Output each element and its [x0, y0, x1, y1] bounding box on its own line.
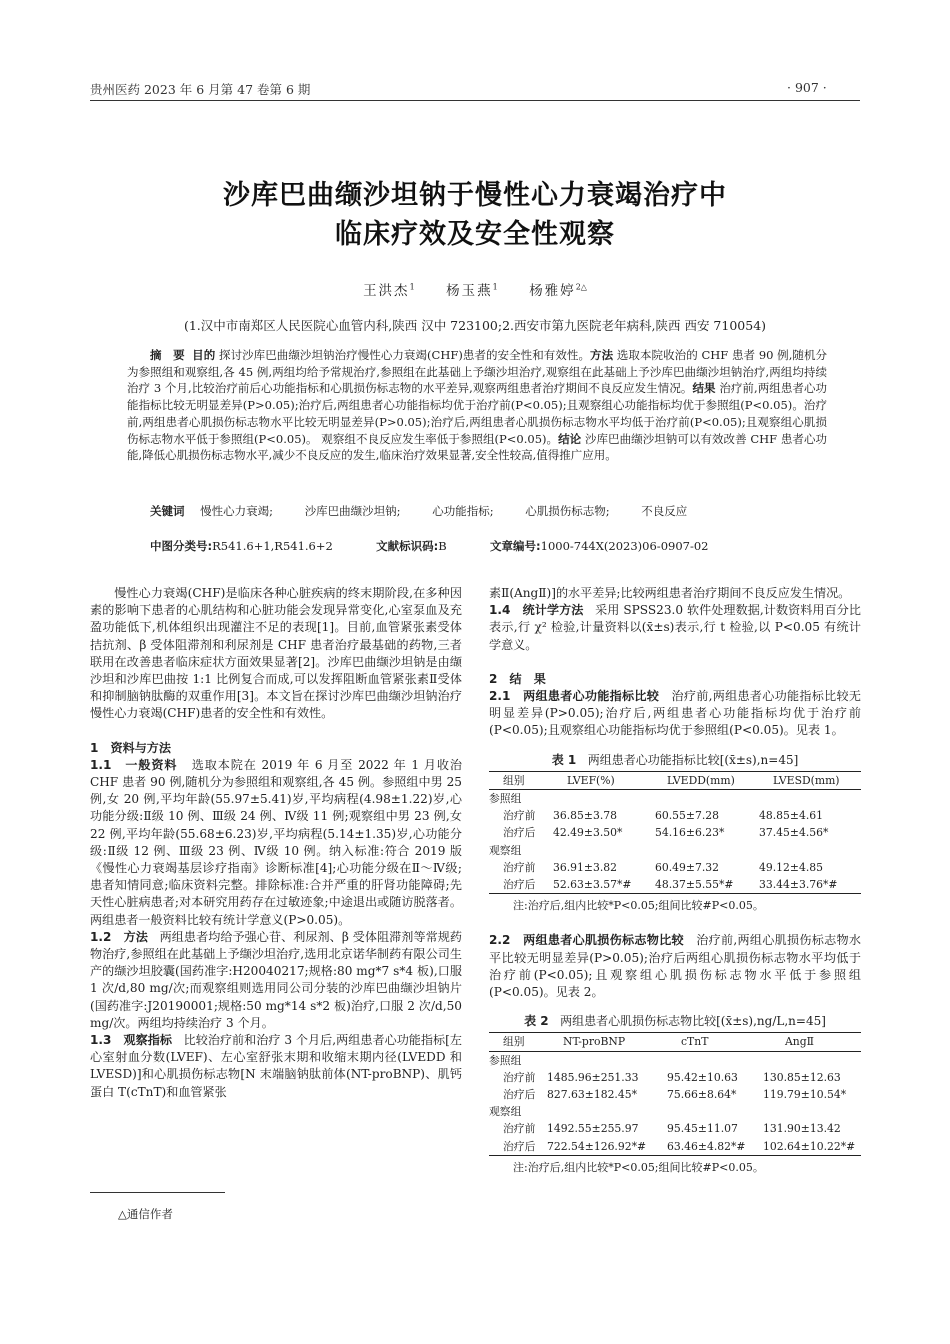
table-cell: 48.85±4.61 — [759, 809, 823, 823]
table-cell: 治疗后 — [503, 1088, 536, 1102]
clc-value: R541.6+1,R541.6+2 — [212, 539, 333, 553]
author-name: 杨雅婷 — [529, 283, 576, 299]
keyword: 沙库巴曲缬沙坦钠; — [304, 504, 401, 518]
section-2-1-text: 治疗前,两组患者心功能指标比较无明显差异(P>0.05);治疗后,两组患者心功能指标均优于治疗前(P<0.05);且观察组心功能指标均优于参照组(P<0.05)。见表 1。 — [489, 689, 861, 738]
section-2-2 — [489, 932, 861, 1001]
table-header-cell: LVEF(%) — [567, 773, 615, 787]
table-2 — [489, 1032, 861, 1155]
table-2-header — [489, 1033, 861, 1051]
clc-label: 中图分类号: — [150, 539, 213, 553]
author-name: 杨玉燕 — [446, 283, 493, 299]
section-1-2-label: 1.2 方法 — [90, 929, 148, 944]
table-cell: 60.55±7.28 — [655, 809, 719, 823]
section-1-4-label: 1.4 统计学方法 — [489, 603, 584, 618]
intro-paragraph: 慢性心力衰竭(CHF)是临床各种心脏疾病的终末期阶段,在多种因素的影响下患者的心肌结构和心脏功能会发现异常变化,心室泵血及充盈功能低下,机体组织出现灌注不足的表现[1]。目前,血管紧张素受体拮抗剂、β 受体阻滞剂和利尿剂是 CHF 患者治疗最基础的药物,三者联用在改善患者临床症状方面效果显著[2]。沙库巴曲缬沙坦钠是由缬沙坦和沙库巴曲按 1:1 比例复合而成,可以发挥阻断血管紧张素Ⅱ受体和抑制脑钠肽酶的双重作用[3]。本文旨在探讨沙库巴曲缬沙坦钠治疗慢性心力衰竭(CHF)患者的安全性和有效性。 — [90, 586, 462, 721]
table-2-label: 表 2 — [524, 1014, 549, 1029]
section-1-1-label: 1.1 一般资料 — [90, 757, 178, 772]
section-1-4-text: 采用 SPSS23.0 软件处理数据,计数资料用百分比表示,行 χ² 检验,计量资料以(x̄±s)表示,行 t 检验,以 P<0.05 有统计学意义。 — [489, 603, 861, 652]
title-line-1: 沙库巴曲缬沙坦钠于慢性心力衰竭治疗中 — [223, 180, 727, 211]
section-1-2-text: 两组患者均给予强心苷、利尿剂、β 受体阻滞剂等常规药物治疗,参照组在此基础上予缬沙坦治疗,选用北京诺华制药有限公司生产的缬沙坦胶囊(国药准字:H20040217;规格:80 mg*7 s*4 板),口服 1 次/d,80 mg/次;而观察组则选用同公司分装的沙库巴曲缬沙坦钠片(国药准字:J20190001;规格:50 mg*14 s*2 板)治疗,口服 2 次/d,50 mg/次。两组均持续治疗 3 个月。 — [90, 929, 462, 1030]
table-cell: 33.44±3.76*# — [759, 878, 838, 892]
table-cell: 52.63±3.57*# — [553, 878, 632, 892]
left-column — [90, 585, 462, 1101]
table-row — [489, 1138, 861, 1156]
table-cell: 37.45±4.56* — [759, 826, 829, 840]
table-cell: 827.63±182.45* — [547, 1088, 638, 1102]
table-row — [489, 1051, 861, 1069]
table-1-caption — [489, 752, 861, 769]
table-cell: 54.16±6.23* — [655, 826, 725, 840]
table-header-cell: 组别 — [503, 1035, 525, 1049]
section-1-2 — [90, 929, 462, 1032]
table-cell: 102.64±10.22*# — [763, 1139, 856, 1153]
table-1-header — [489, 771, 861, 789]
table-row — [489, 876, 861, 894]
objective-label: 目的 — [192, 348, 216, 362]
section-2-1 — [489, 688, 861, 740]
table-cell: 1485.96±251.33 — [547, 1070, 639, 1084]
keywords — [150, 503, 715, 519]
table-cell: 63.46±4.82*# — [667, 1139, 746, 1153]
table-cell: 75.66±8.64* — [667, 1088, 737, 1102]
table-header-cell: LVESD(mm) — [773, 773, 840, 787]
table-row — [489, 842, 861, 859]
table-cell: 治疗前 — [503, 1122, 536, 1136]
affiliation: (1.汉中市南郑区人民医院心血管内科,陕西 汉中 723100;2.西安市第九医院老年病科,陕西 西安 710054) — [183, 318, 767, 333]
article-number-value: 1000-744X(2023)06-0907-02 — [540, 539, 709, 553]
table-cell: 49.12±4.85 — [759, 860, 823, 874]
doc-code-value: B — [438, 539, 447, 553]
keyword: 心肌损伤标志物; — [525, 504, 610, 518]
table-group-label: 观察组 — [489, 843, 522, 857]
keyword: 不良反应 — [641, 504, 688, 518]
classification — [150, 538, 708, 554]
header-rule — [90, 100, 860, 101]
table-1 — [489, 771, 861, 894]
table-cell: 95.42±10.63 — [667, 1070, 738, 1084]
conclusion-text: 沙库巴曲缬沙坦钠可以有效改善 CHF 患者心功能,降低心肌损伤标志物水平,减少不良反应的发生,临床治疗效果显著,安全性较高,值得推广应用。 — [127, 431, 828, 463]
table-group-label: 参照组 — [489, 792, 522, 806]
table-row — [489, 824, 861, 841]
table-cell: 130.85±12.63 — [763, 1070, 841, 1084]
table-cell: 1492.55±255.97 — [547, 1122, 639, 1136]
page-number: · 907 · — [787, 80, 827, 95]
section-2-heading: 2 结 果 — [489, 671, 546, 686]
table-cell: 131.90±13.42 — [763, 1122, 841, 1136]
table-header-cell: cTnT — [681, 1035, 709, 1049]
table-row — [489, 859, 861, 876]
table-1-label: 表 1 — [551, 752, 577, 767]
footnote: △通信作者 — [118, 1207, 173, 1221]
table-1-note: 注:治疗后,组内比较*P<0.05;组间比较#P<0.05。 — [513, 899, 764, 913]
author-sup: 1 — [409, 282, 415, 292]
table-header-cell: 组别 — [503, 773, 525, 787]
right-column — [489, 585, 861, 1176]
objective-text: 探讨沙库巴曲缬沙坦钠治疗慢性心力衰竭(CHF)患者的安全性和有效性。 — [219, 348, 591, 362]
section-1-4 — [489, 602, 861, 654]
table-2-note: 注:治疗后,组内比较*P<0.05;组间比较#P<0.05。 — [513, 1160, 764, 1174]
table-1-title: 两组患者心功能指标比较[(x̄±s),n=45] — [587, 752, 799, 767]
table-row — [489, 1086, 861, 1103]
author-sup: 1 — [492, 282, 498, 292]
table-cell: 治疗前 — [503, 1070, 536, 1084]
abstract — [127, 347, 827, 464]
table-cell: 36.85±3.78 — [553, 809, 617, 823]
table-row — [489, 790, 861, 808]
table-cell: 119.79±10.54* — [763, 1088, 847, 1102]
section-1-3 — [90, 1032, 462, 1101]
author-name: 王洪杰 — [363, 283, 410, 299]
results-label: 结果 — [692, 381, 716, 396]
table-cell: 治疗后 — [503, 826, 536, 840]
article-number-label: 文章编号: — [490, 539, 541, 553]
section-1-heading: 1 资料与方法 — [90, 740, 171, 755]
authors — [0, 279, 950, 299]
section-1-3-label: 1.3 观察指标 — [90, 1033, 173, 1048]
keyword: 慢性心力衰竭; — [200, 504, 274, 518]
table-row — [489, 1103, 861, 1120]
journal-header: 贵州医药 2023 年 6 月第 47 卷第 6 期 — [90, 82, 311, 97]
table-header-cell: LVEDD(mm) — [667, 773, 735, 787]
table-group-label: 观察组 — [489, 1105, 522, 1119]
table-cell: 48.37±5.55*# — [655, 878, 734, 892]
section-2-1-label: 2.1 两组患者心功能指标比较 — [489, 689, 660, 704]
methods-text: 选取本院收治的 CHF 患者 90 例,随机分为参照组和观察组,各 45 例,两组均给予常规治疗,参照组在此基础上予缬沙坦治疗,观察组在此基础上予沙库巴曲缬沙坦钠治疗,两组均持续治疗 3 个月,比较治疗前后心功能指标和心肌损伤标志物的水平差异,观察两组患者治疗期间不良反应发生情况。 — [127, 348, 828, 396]
table-cell: 95.45±11.07 — [667, 1122, 738, 1136]
table-cell: 42.49±3.50* — [553, 826, 623, 840]
section-1-1-text: 选取本院在 2019 年 6 月至 2022 年 1 月收治 CHF 患者 90 例,随机分为参照组和观察组,各 45 例。参照组中男 25 例,女 20 例,平均年龄(55.97±5.41)岁,平均病程(4.98±1.22)岁,心功能分级:Ⅱ级 10 例、Ⅲ级 24 例、Ⅳ级 11 例;观察组中男 23 例,女 22 例,平均年龄(55.68±6.23)岁,平均病程(5.14±1.35)岁,心功能分级:Ⅱ级 12 例、Ⅲ级 23 例、Ⅳ级 10 例。纳入标准:符合 2019 版《慢性心力衰竭基层诊疗指南》诊断标准[4];心功能分级在Ⅱ～Ⅳ级;患者知情同意;临床资料完整。排除标准:合并严重的肝肾功能障碍;先天性心脏病患者;对本研究用药存在过敏迹象;中途退出或随访脱落者。两组患者一般资料比较有统计学意义(P>0.05)。 — [90, 757, 462, 927]
table-cell: 治疗前 — [503, 809, 536, 823]
continued-paragraph: 素Ⅱ(AngⅡ)]的水平差异;比较两组患者治疗期间不良反应发生情况。 — [489, 586, 851, 600]
section-1-3-text: 比较治疗前和治疗 3 个月后,两组患者心功能指标[左心室射血分数(LVEF)、左心室舒张末期和收缩末期内径(LVEDD 和 LVESD)]和心肌损伤标志物[N 末端脑钠肽前体(NT-proBNP)、肌钙蛋白 T(cTnT)和血管紧张 — [90, 1033, 462, 1099]
author-sup: 2△ — [575, 282, 587, 292]
keywords-label: 关键词 — [150, 504, 185, 518]
table-row — [489, 807, 861, 824]
conclusion-label: 结论 — [558, 431, 582, 446]
section-1-1 — [90, 757, 462, 929]
table-cell: 治疗后 — [503, 878, 536, 892]
table-cell: 722.54±126.92*# — [547, 1139, 647, 1153]
results-text: 治疗前,两组患者心功能指标比较无明显差异(P>0.05);治疗后,两组患者心功能指标均优于治疗前(P<0.05);且观察组心功能指标均优于参照组(P<0.05)。治疗前,两组患者心肌损伤标志物水平比较无明显差异(P>0.05);治疗后,两组患者心肌损伤标志物水平均低于治疗前(P<0.05);且观察组心肌损伤标志物水平低于参照组(P<0.05)。 观察组不良反应发生率低于参照组(P<0.05)。 — [127, 381, 828, 446]
title-line-2: 临床疗效及安全性观察 — [335, 219, 615, 250]
table-cell: 治疗后 — [503, 1139, 536, 1153]
table-header-cell: NT-proBNP — [563, 1035, 626, 1049]
doc-code-label: 文献标识码: — [376, 539, 439, 553]
table-cell: 治疗前 — [503, 860, 536, 874]
table-cell: 60.49±7.32 — [655, 860, 719, 874]
table-row — [489, 1120, 861, 1137]
footnote-rule — [90, 1192, 225, 1193]
table-2-caption — [489, 1013, 861, 1030]
table-cell: 36.91±3.82 — [553, 860, 617, 874]
keyword: 心功能指标; — [432, 504, 494, 518]
table-header-cell: AngⅡ — [785, 1035, 815, 1049]
abstract-label: 摘 要 — [150, 348, 185, 362]
table-2-title: 两组患者心肌损伤标志物比较[(x̄±s),ng/L,n=45] — [560, 1014, 826, 1029]
methods-label: 方法 — [590, 348, 614, 362]
table-row — [489, 1069, 861, 1086]
section-2-2-text: 治疗前,两组心肌损伤标志物水平比较无明显差异(P>0.05);治疗后两组心肌损伤标志物水平均低于治疗前(P<0.05);且观察组心肌损伤标志物水平低于参照组(P<0.05)。见表 2。 — [489, 933, 861, 1000]
table-group-label: 参照组 — [489, 1053, 522, 1067]
section-2-2-label: 2.2 两组患者心肌损伤标志物比较 — [489, 933, 684, 948]
